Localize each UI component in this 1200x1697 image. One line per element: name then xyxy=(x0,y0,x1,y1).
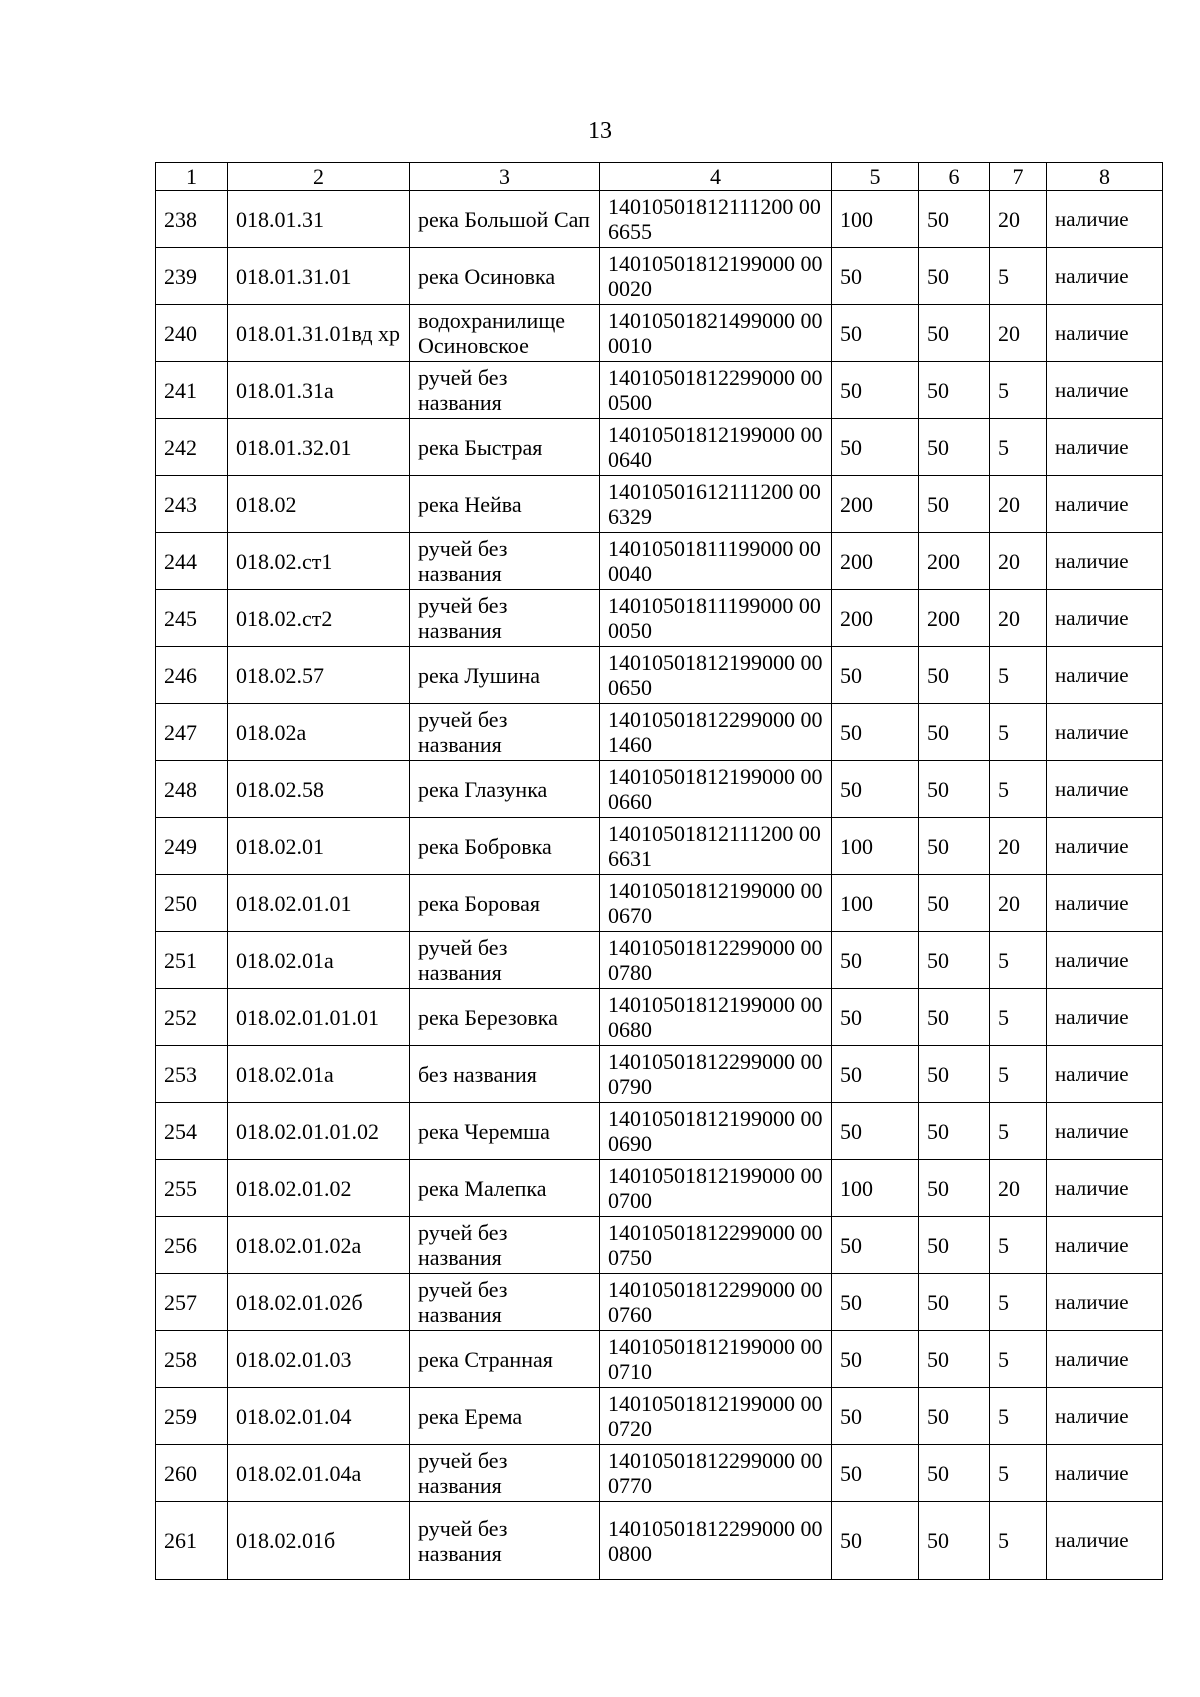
row-number-cell: 250 xyxy=(156,875,228,932)
water-body-code-cell: 018.02 xyxy=(228,476,410,533)
column-5-cell: 50 xyxy=(832,989,919,1046)
status-cell: наличие xyxy=(1047,1502,1163,1580)
column-6-cell: 50 xyxy=(919,191,990,248)
table-row xyxy=(156,932,1163,989)
column-7-cell: 20 xyxy=(990,191,1047,248)
column-5-cell: 50 xyxy=(832,362,919,419)
water-body-name-cell: река Боровая xyxy=(410,875,600,932)
column-7-cell: 5 xyxy=(990,419,1047,476)
header-cell: 8 xyxy=(1047,163,1163,191)
column-5-cell: 50 xyxy=(832,932,919,989)
registry-code-cell: 14010501811199000 000040 xyxy=(600,533,832,590)
column-6-cell: 50 xyxy=(919,1160,990,1217)
status-cell: наличие xyxy=(1047,1445,1163,1502)
column-7-cell: 20 xyxy=(990,818,1047,875)
status-cell: наличие xyxy=(1047,1046,1163,1103)
water-body-code-cell: 018.01.31.01вд хр xyxy=(228,305,410,362)
column-7-cell: 5 xyxy=(990,1445,1047,1502)
status-cell: наличие xyxy=(1047,1274,1163,1331)
water-body-code-cell: 018.02.01.02а xyxy=(228,1217,410,1274)
row-number-cell: 244 xyxy=(156,533,228,590)
water-body-code-cell: 018.02.01.02 xyxy=(228,1160,410,1217)
water-body-name-cell: река Бобровка xyxy=(410,818,600,875)
row-number-cell: 261 xyxy=(156,1502,228,1580)
water-body-name-cell: ручей без названия xyxy=(410,932,600,989)
header-cell: 7 xyxy=(990,163,1047,191)
page-number: 13 xyxy=(588,118,612,144)
column-7-cell: 20 xyxy=(990,305,1047,362)
row-number-cell: 241 xyxy=(156,362,228,419)
registry-code-cell: 14010501812199000 000680 xyxy=(600,989,832,1046)
status-cell: наличие xyxy=(1047,1103,1163,1160)
registry-code-cell: 14010501812299000 001460 xyxy=(600,704,832,761)
water-body-code-cell: 018.02.01 xyxy=(228,818,410,875)
water-body-code-cell: 018.02.01а xyxy=(228,932,410,989)
table-row xyxy=(156,1046,1163,1103)
column-7-cell: 5 xyxy=(990,1274,1047,1331)
table-row xyxy=(156,704,1163,761)
column-6-cell: 50 xyxy=(919,1388,990,1445)
status-cell: наличие xyxy=(1047,419,1163,476)
status-cell: наличие xyxy=(1047,590,1163,647)
row-number-cell: 253 xyxy=(156,1046,228,1103)
column-6-cell: 50 xyxy=(919,1502,990,1580)
water-body-name-cell: река Ерема xyxy=(410,1388,600,1445)
water-body-name-cell: река Осиновка xyxy=(410,248,600,305)
column-7-cell: 20 xyxy=(990,875,1047,932)
column-7-cell: 20 xyxy=(990,533,1047,590)
header-cell: 4 xyxy=(600,163,832,191)
status-cell: наличие xyxy=(1047,476,1163,533)
row-number-cell: 254 xyxy=(156,1103,228,1160)
status-cell: наличие xyxy=(1047,1331,1163,1388)
column-7-cell: 5 xyxy=(990,1217,1047,1274)
status-cell: наличие xyxy=(1047,761,1163,818)
registry-code-cell: 14010501812199000 000640 xyxy=(600,419,832,476)
column-5-cell: 50 xyxy=(832,248,919,305)
column-6-cell: 50 xyxy=(919,932,990,989)
water-body-code-cell: 018.02.01.01 xyxy=(228,875,410,932)
column-6-cell: 200 xyxy=(919,533,990,590)
row-number-cell: 240 xyxy=(156,305,228,362)
water-body-code-cell: 018.02.01.04 xyxy=(228,1388,410,1445)
water-body-name-cell: река Лушина xyxy=(410,647,600,704)
column-5-cell: 50 xyxy=(832,1331,919,1388)
water-body-code-cell: 018.02.01б xyxy=(228,1502,410,1580)
water-body-code-cell: 018.02.01.01.01 xyxy=(228,989,410,1046)
column-7-cell: 5 xyxy=(990,1331,1047,1388)
column-7-cell: 5 xyxy=(990,932,1047,989)
header-cell: 2 xyxy=(228,163,410,191)
column-5-cell: 50 xyxy=(832,1388,919,1445)
water-body-name-cell: река Быстрая xyxy=(410,419,600,476)
water-body-code-cell: 018.01.32.01 xyxy=(228,419,410,476)
column-7-cell: 5 xyxy=(990,704,1047,761)
column-6-cell: 50 xyxy=(919,1217,990,1274)
column-6-cell: 50 xyxy=(919,761,990,818)
column-6-cell: 50 xyxy=(919,647,990,704)
table-row xyxy=(156,191,1163,248)
table-row xyxy=(156,1388,1163,1445)
water-body-code-cell: 018.02.ст2 xyxy=(228,590,410,647)
table-row xyxy=(156,647,1163,704)
registry-code-cell: 14010501821499000 000010 xyxy=(600,305,832,362)
status-cell: наличие xyxy=(1047,989,1163,1046)
water-bodies-table xyxy=(155,162,1163,1580)
column-6-cell: 50 xyxy=(919,362,990,419)
water-body-code-cell: 018.02.01.03 xyxy=(228,1331,410,1388)
table-row xyxy=(156,818,1163,875)
status-cell: наличие xyxy=(1047,932,1163,989)
column-6-cell: 50 xyxy=(919,1274,990,1331)
row-number-cell: 252 xyxy=(156,989,228,1046)
row-number-cell: 247 xyxy=(156,704,228,761)
table-row xyxy=(156,1445,1163,1502)
column-6-cell: 50 xyxy=(919,1331,990,1388)
column-7-cell: 5 xyxy=(990,647,1047,704)
status-cell: наличие xyxy=(1047,1160,1163,1217)
column-7-cell: 5 xyxy=(990,1046,1047,1103)
column-5-cell: 50 xyxy=(832,419,919,476)
water-body-name-cell: без названия xyxy=(410,1046,600,1103)
water-body-code-cell: 018.02.01.02б xyxy=(228,1274,410,1331)
status-cell: наличие xyxy=(1047,1388,1163,1445)
registry-code-cell: 14010501812299000 000500 xyxy=(600,362,832,419)
water-body-name-cell: ручей без названия xyxy=(410,1502,600,1580)
registry-code-cell: 14010501812299000 000770 xyxy=(600,1445,832,1502)
registry-code-cell: 14010501812199000 000650 xyxy=(600,647,832,704)
water-body-code-cell: 018.01.31 xyxy=(228,191,410,248)
table-row xyxy=(156,989,1163,1046)
row-number-cell: 249 xyxy=(156,818,228,875)
column-5-cell: 50 xyxy=(832,647,919,704)
header-cell: 1 xyxy=(156,163,228,191)
registry-code-cell: 14010501812111200 006631 xyxy=(600,818,832,875)
status-cell: наличие xyxy=(1047,248,1163,305)
registry-code-cell: 14010501812199000 000700 xyxy=(600,1160,832,1217)
column-5-cell: 50 xyxy=(832,1103,919,1160)
row-number-cell: 243 xyxy=(156,476,228,533)
status-cell: наличие xyxy=(1047,875,1163,932)
column-6-cell: 50 xyxy=(919,818,990,875)
column-5-cell: 200 xyxy=(832,533,919,590)
column-5-cell: 50 xyxy=(832,704,919,761)
column-6-cell: 50 xyxy=(919,875,990,932)
water-body-name-cell: ручей без названия xyxy=(410,362,600,419)
registry-code-cell: 14010501812299000 000760 xyxy=(600,1274,832,1331)
table-row xyxy=(156,1331,1163,1388)
column-5-cell: 200 xyxy=(832,590,919,647)
row-number-cell: 259 xyxy=(156,1388,228,1445)
column-5-cell: 50 xyxy=(832,305,919,362)
water-body-code-cell: 018.02а xyxy=(228,704,410,761)
row-number-cell: 239 xyxy=(156,248,228,305)
column-5-cell: 50 xyxy=(832,1445,919,1502)
water-body-code-cell: 018.01.31а xyxy=(228,362,410,419)
registry-code-cell: 14010501812199000 000710 xyxy=(600,1331,832,1388)
column-5-cell: 100 xyxy=(832,875,919,932)
column-6-cell: 50 xyxy=(919,476,990,533)
status-cell: наличие xyxy=(1047,704,1163,761)
row-number-cell: 256 xyxy=(156,1217,228,1274)
registry-code-cell: 14010501812299000 000750 xyxy=(600,1217,832,1274)
registry-code-cell: 14010501812111200 006655 xyxy=(600,191,832,248)
table-row xyxy=(156,875,1163,932)
header-row xyxy=(156,163,1163,191)
registry-code-cell: 14010501812199000 000690 xyxy=(600,1103,832,1160)
column-6-cell: 50 xyxy=(919,305,990,362)
column-7-cell: 20 xyxy=(990,590,1047,647)
table-row xyxy=(156,362,1163,419)
water-body-code-cell: 018.01.31.01 xyxy=(228,248,410,305)
water-body-name-cell: ручей без названия xyxy=(410,704,600,761)
water-body-code-cell: 018.02.01.01.02 xyxy=(228,1103,410,1160)
column-6-cell: 50 xyxy=(919,1445,990,1502)
status-cell: наличие xyxy=(1047,533,1163,590)
registry-code-cell: 14010501812199000 000660 xyxy=(600,761,832,818)
row-number-cell: 260 xyxy=(156,1445,228,1502)
registry-code-cell: 14010501811199000 000050 xyxy=(600,590,832,647)
water-body-name-cell: ручей без названия xyxy=(410,533,600,590)
registry-code-cell: 14010501812299000 000800 xyxy=(600,1502,832,1580)
header-cell: 6 xyxy=(919,163,990,191)
column-6-cell: 50 xyxy=(919,419,990,476)
table-row xyxy=(156,1502,1163,1580)
status-cell: наличие xyxy=(1047,362,1163,419)
water-body-name-cell: река Большой Сап xyxy=(410,191,600,248)
water-body-name-cell: ручей без названия xyxy=(410,1274,600,1331)
water-body-name-cell: река Малепка xyxy=(410,1160,600,1217)
column-7-cell: 5 xyxy=(990,248,1047,305)
table-row xyxy=(156,1103,1163,1160)
header-cell: 5 xyxy=(832,163,919,191)
water-body-code-cell: 018.02.57 xyxy=(228,647,410,704)
column-5-cell: 50 xyxy=(832,761,919,818)
registry-code-cell: 14010501812199000 000720 xyxy=(600,1388,832,1445)
water-body-name-cell: река Нейва xyxy=(410,476,600,533)
water-body-name-cell: ручей без названия xyxy=(410,1445,600,1502)
column-5-cell: 50 xyxy=(832,1502,919,1580)
column-7-cell: 5 xyxy=(990,362,1047,419)
water-body-name-cell: ручей без названия xyxy=(410,1217,600,1274)
column-5-cell: 50 xyxy=(832,1046,919,1103)
column-5-cell: 100 xyxy=(832,818,919,875)
table-header xyxy=(156,163,1163,191)
table-row xyxy=(156,476,1163,533)
column-7-cell: 5 xyxy=(990,1103,1047,1160)
column-6-cell: 50 xyxy=(919,704,990,761)
column-6-cell: 50 xyxy=(919,1103,990,1160)
row-number-cell: 246 xyxy=(156,647,228,704)
status-cell: наличие xyxy=(1047,647,1163,704)
column-7-cell: 5 xyxy=(990,1502,1047,1580)
row-number-cell: 245 xyxy=(156,590,228,647)
water-body-code-cell: 018.02.ст1 xyxy=(228,533,410,590)
column-6-cell: 200 xyxy=(919,590,990,647)
row-number-cell: 257 xyxy=(156,1274,228,1331)
column-7-cell: 5 xyxy=(990,1388,1047,1445)
registry-code-cell: 14010501812199000 000020 xyxy=(600,248,832,305)
column-7-cell: 5 xyxy=(990,989,1047,1046)
table-row xyxy=(156,248,1163,305)
row-number-cell: 251 xyxy=(156,932,228,989)
water-body-name-cell: ручей без названия xyxy=(410,590,600,647)
row-number-cell: 255 xyxy=(156,1160,228,1217)
column-5-cell: 50 xyxy=(832,1217,919,1274)
column-6-cell: 50 xyxy=(919,248,990,305)
registry-code-cell: 14010501812299000 000790 xyxy=(600,1046,832,1103)
column-7-cell: 5 xyxy=(990,761,1047,818)
column-5-cell: 200 xyxy=(832,476,919,533)
column-7-cell: 20 xyxy=(990,476,1047,533)
registry-code-cell: 14010501812199000 000670 xyxy=(600,875,832,932)
status-cell: наличие xyxy=(1047,1217,1163,1274)
water-body-code-cell: 018.02.01.04а xyxy=(228,1445,410,1502)
table-row xyxy=(156,1274,1163,1331)
status-cell: наличие xyxy=(1047,191,1163,248)
water-body-code-cell: 018.02.01а xyxy=(228,1046,410,1103)
column-6-cell: 50 xyxy=(919,989,990,1046)
column-7-cell: 20 xyxy=(990,1160,1047,1217)
table-body xyxy=(156,191,1163,1580)
registry-code-cell: 14010501612111200 006329 xyxy=(600,476,832,533)
water-body-name-cell: река Странная xyxy=(410,1331,600,1388)
table-row xyxy=(156,305,1163,362)
water-body-name-cell: водохранилище Осиновское xyxy=(410,305,600,362)
table-row xyxy=(156,761,1163,818)
water-body-name-cell: река Березовка xyxy=(410,989,600,1046)
column-5-cell: 100 xyxy=(832,1160,919,1217)
row-number-cell: 258 xyxy=(156,1331,228,1388)
water-body-name-cell: река Черемша xyxy=(410,1103,600,1160)
water-body-name-cell: река Глазунка xyxy=(410,761,600,818)
status-cell: наличие xyxy=(1047,305,1163,362)
table-row xyxy=(156,533,1163,590)
row-number-cell: 242 xyxy=(156,419,228,476)
column-5-cell: 100 xyxy=(832,191,919,248)
table-row xyxy=(156,419,1163,476)
row-number-cell: 238 xyxy=(156,191,228,248)
column-5-cell: 50 xyxy=(832,1274,919,1331)
water-body-code-cell: 018.02.58 xyxy=(228,761,410,818)
table-row xyxy=(156,1217,1163,1274)
status-cell: наличие xyxy=(1047,818,1163,875)
table-row xyxy=(156,590,1163,647)
column-6-cell: 50 xyxy=(919,1046,990,1103)
table-row xyxy=(156,1160,1163,1217)
registry-code-cell: 14010501812299000 000780 xyxy=(600,932,832,989)
row-number-cell: 248 xyxy=(156,761,228,818)
header-cell: 3 xyxy=(410,163,600,191)
